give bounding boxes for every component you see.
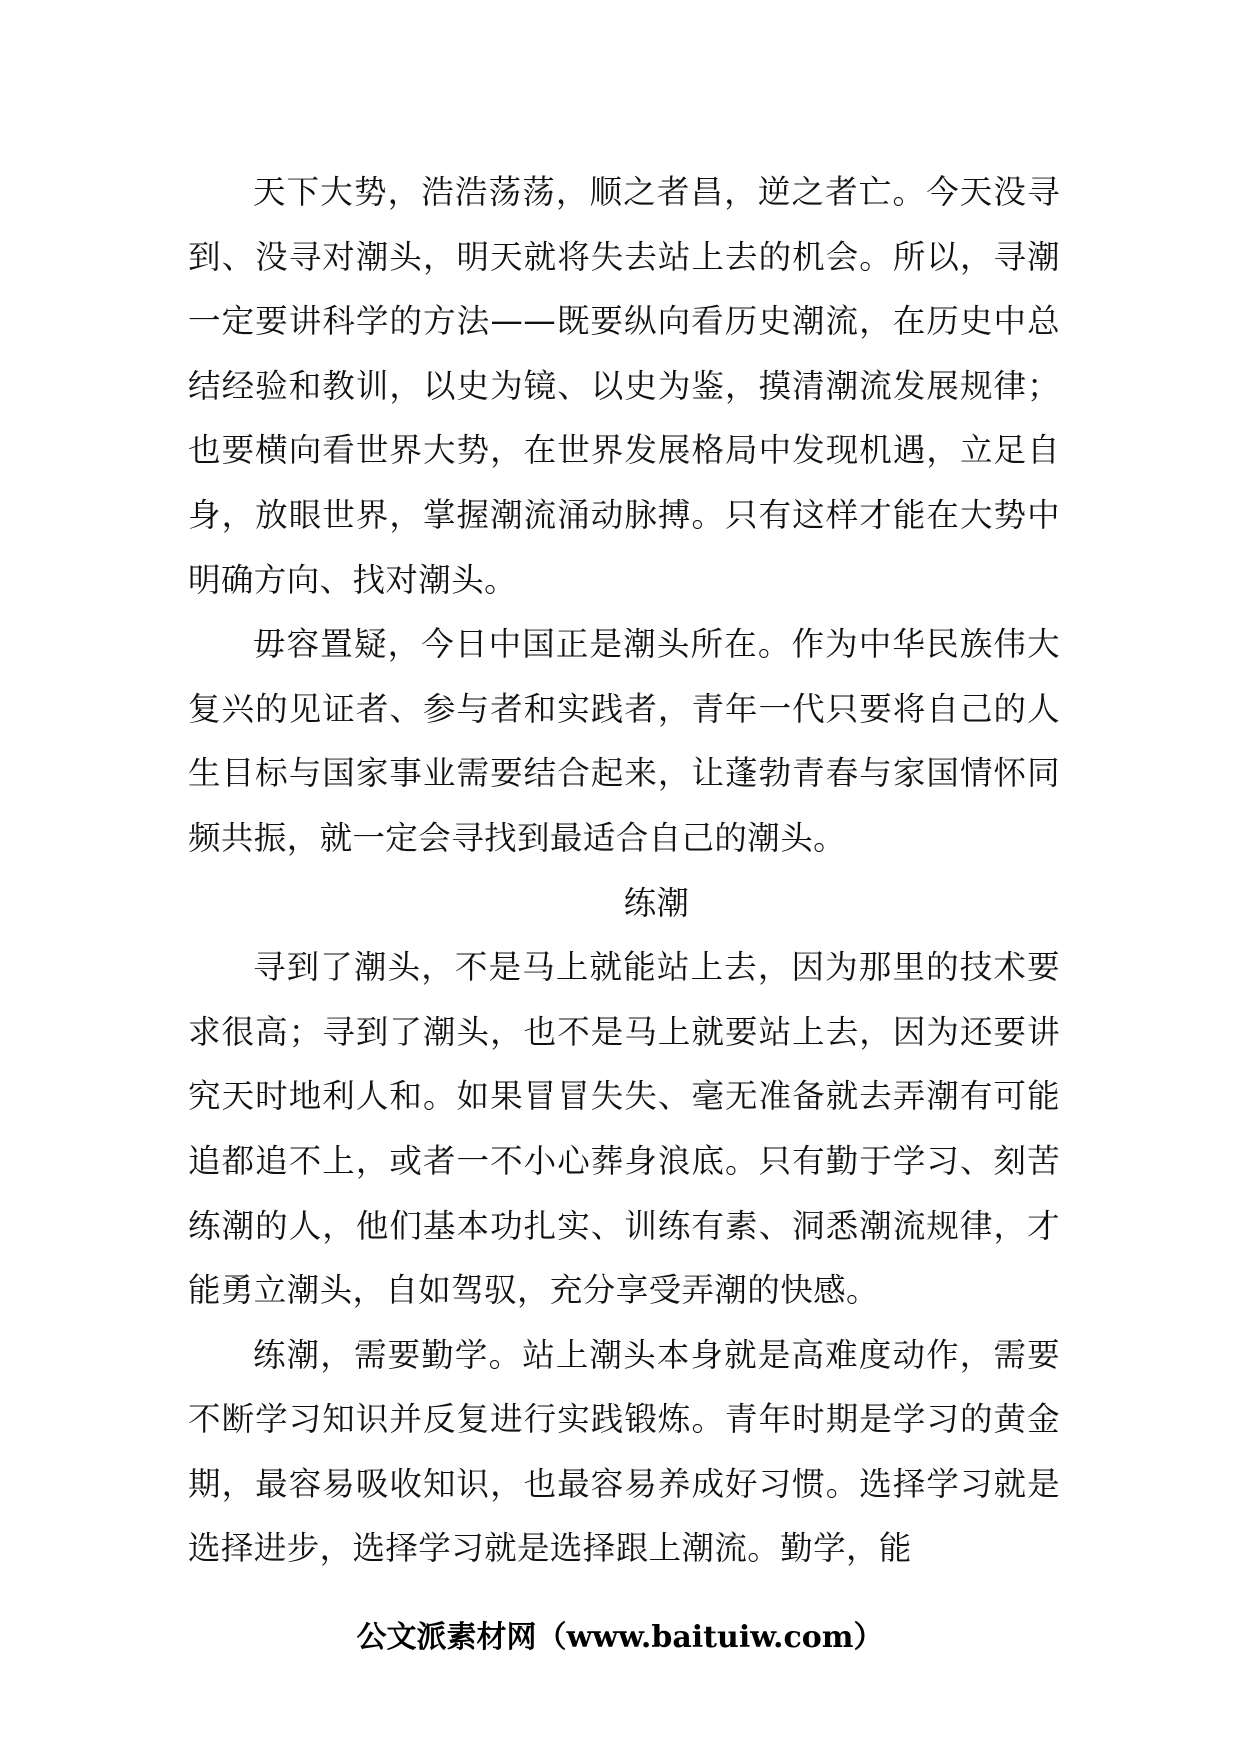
paragraph: 练潮，需要勤学。站上潮头本身就是高难度动作，需要不断学习知识并反复进行实践锻炼。青年时期是学习的黄金期，最容易吸收知识，也最容易养成好习惯。选择学习就是选择进步，选择学习就是选择跟上潮流。勤学，能 <box>188 1335 1060 1568</box>
document-body <box>188 160 1060 1581</box>
paragraph: 寻到了潮头，不是马上就能站上去，因为那里的技术要求很高；寻到了潮头，也不是马上就要站上去，因为还要讲究天时地利人和。如果冒冒失失、毫无准备就去弄潮有可能追都追不上，或者一不小心葬身浪底。只有勤于学习、刻苦练潮的人，他们基本功扎实、训练有素、洞悉潮流规律，才能勇立潮头，自如驾驭，充分享受弄潮的快感。 <box>188 948 1060 1310</box>
paragraph: 天下大势，浩浩荡荡，顺之者昌，逆之者亡。今天没寻到、没寻对潮头，明天就将失去站上去的机会。所以，寻潮一定要讲科学的方法——既要纵向看历史潮流，在历史中总结经验和教训，以史为镜、以史为鉴，摸清潮流发展规律；也要横向看世界大势，在世界发展格局中发现机遇，立足自身，放眼世界，掌握潮流涌动脉搏。只有这样才能在大势中明确方向、找对潮头。 <box>188 173 1060 599</box>
paragraph: 毋容置疑，今日中国正是潮头所在。作为中华民族伟大复兴的见证者、参与者和实践者，青年一代只要将自己的人生目标与国家事业需要结合起来，让蓬勃青春与家国情怀同频共振，就一定会寻找到最适合自己的潮头。 <box>188 625 1060 857</box>
footer-watermark: 公文派素材网（www.baituiw.com） <box>356 1620 884 1655</box>
section-heading: 练潮 <box>623 883 690 922</box>
